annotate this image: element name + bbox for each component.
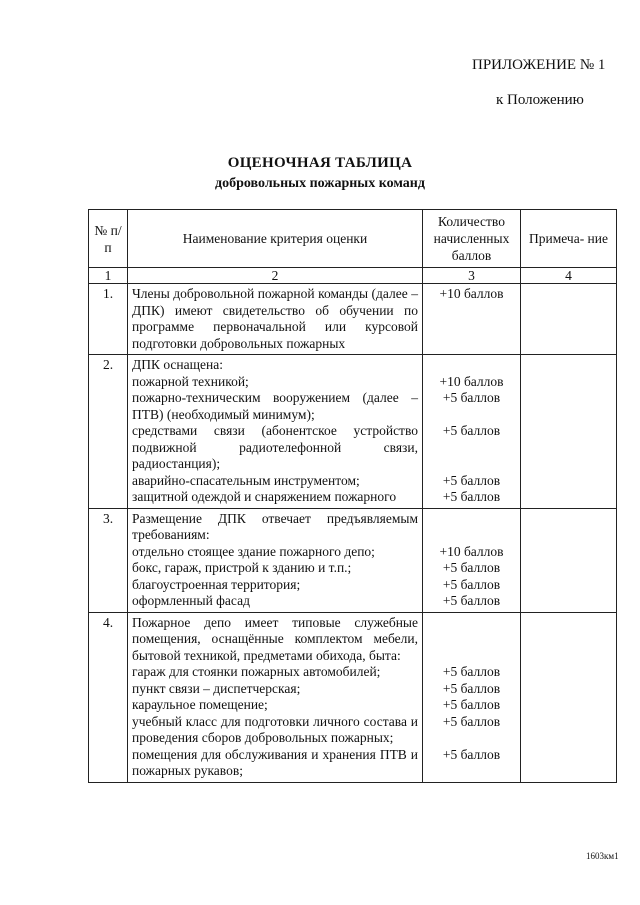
criterion-text: пожарной техникой; (132, 373, 249, 389)
row-number: 4. (89, 612, 128, 782)
appendix-title: ПРИЛОЖЕНИЕ № 1 (472, 57, 606, 73)
points-cell (423, 612, 521, 782)
note-cell (521, 508, 617, 612)
header-points: Количество начисленных баллов (423, 210, 521, 268)
points-value: +5 баллов (442, 664, 501, 679)
points-value: +5 баллов (442, 423, 501, 438)
row-number: 2. (89, 355, 128, 509)
points-value (427, 357, 516, 374)
points-value: +5 баллов (442, 697, 501, 712)
table-header-row (89, 210, 617, 268)
criterion-text: учебный класс для подготовки личного состава и проведения сборов добровольных пожарных; (132, 713, 418, 745)
criterion-text: пожарно-техническим вооружением (далее – ПТВ) (необходимый минимум); (132, 390, 418, 422)
points-cell (423, 284, 521, 355)
criterion-text: оформленный фасад (132, 593, 250, 608)
criterion-cell (128, 355, 423, 509)
criterion-text: аварийно-спасательным инструментом; (132, 472, 360, 488)
criterion-text: средствами связи (абонентское устройство подвижной радиотелефонной связи, радиостанция); (132, 423, 418, 471)
table-row (89, 355, 617, 509)
note-cell (521, 612, 617, 782)
points-value: +5 баллов (442, 680, 501, 696)
criterion-text: защитной одеждой и снаряжением пожарного (132, 489, 397, 504)
header-num: № п/п (89, 210, 128, 268)
criterion-cell (128, 508, 423, 612)
criterion-cell (128, 612, 423, 782)
table-column-index-row (89, 268, 617, 284)
footer-code: 1603км1 (586, 851, 619, 861)
points-cell (423, 355, 521, 509)
points-value: +5 баллов (442, 390, 501, 405)
criterion-text: Размещение ДПК отвечает предъявляемым требованиям: (132, 510, 418, 542)
criterion-text: отдельно стоящее здание пожарного депо; (132, 543, 375, 559)
appendix-reference: к Положению (496, 92, 584, 108)
points-value: +10 баллов (439, 373, 504, 389)
column-index-4: 4 (521, 268, 617, 284)
criterion-text: Члены добровольной пожарной команды (далее – ДПК) имеют свидетельство об обучении по программе первоначальной или курсовой подготовки добровольных пожарных (132, 286, 418, 351)
note-cell (521, 284, 617, 355)
criterion-text: гараж для стоянки пожарных автомобилей; (132, 664, 381, 679)
row-number: 1. (89, 284, 128, 355)
points-value: +5 баллов (442, 746, 501, 762)
criterion-text: караульное помещение; (132, 697, 268, 712)
column-index-1: 1 (89, 268, 128, 284)
points-value: +5 баллов (442, 593, 501, 608)
points-cell (423, 508, 521, 612)
points-value: +5 баллов (442, 560, 501, 575)
evaluation-table (88, 209, 617, 783)
column-index-3: 3 (423, 268, 521, 284)
document-title: ОЦЕНОЧНАЯ ТАБЛИЦА (227, 155, 413, 171)
points-value: +5 баллов (442, 472, 501, 488)
points-value: +5 баллов (442, 576, 501, 592)
header-note: Примеча- ние (521, 210, 617, 268)
points-value: +10 баллов (439, 286, 504, 301)
document-subtitle: добровольных пожарных команд (215, 176, 425, 191)
table-row (89, 284, 617, 355)
criterion-cell (128, 284, 423, 355)
points-value (427, 511, 516, 544)
criterion-text: бокс, гараж, пристрой к зданию и т.п.; (132, 560, 352, 575)
row-number: 3. (89, 508, 128, 612)
column-index-2: 2 (128, 268, 423, 284)
criterion-text: благоустроенная территория; (132, 576, 301, 592)
header-criterion: Наименование критерия оценки (128, 210, 423, 268)
points-value (427, 615, 516, 665)
points-value: +5 баллов (442, 489, 501, 504)
points-value: +5 баллов (442, 713, 501, 729)
criterion-text: помещения для обслуживания и хранения ПТВ и пожарных рукавов; (132, 746, 418, 778)
table-row (89, 508, 617, 612)
criterion-text: пункт связи – диспетчерская; (132, 680, 301, 696)
note-cell (521, 355, 617, 509)
points-value: +10 баллов (439, 543, 504, 559)
criterion-text: ДПК оснащена: (132, 357, 223, 372)
table-row (89, 612, 617, 782)
criterion-text: Пожарное депо имеет типовые служебные помещения, оснащённые комплектом мебели, бытовой техникой, предметами обихода, быта: (132, 614, 418, 663)
